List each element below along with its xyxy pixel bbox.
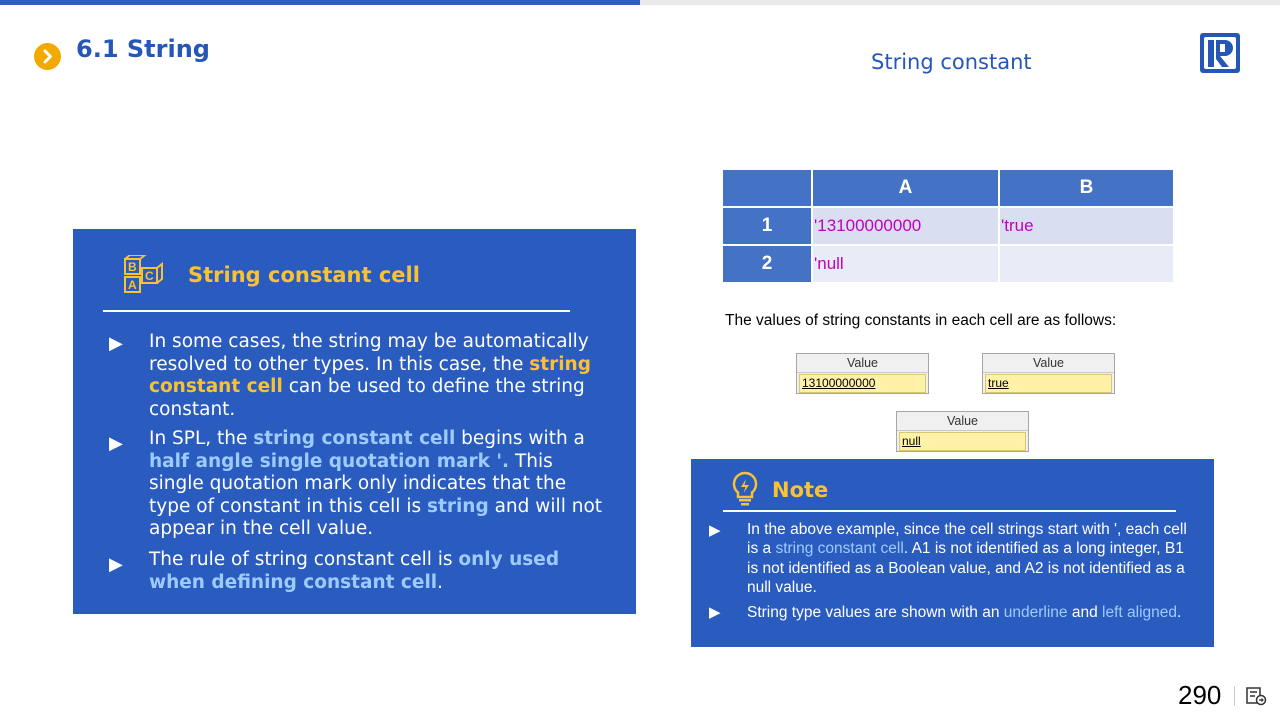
text-run: String type values are shown with an — [747, 604, 1004, 621]
column-header: A — [812, 169, 999, 207]
text-run: and will not appear in the cell value. — [149, 495, 603, 539]
grid-cell-a2[interactable]: 'null — [812, 245, 999, 283]
grid-corner — [722, 169, 812, 207]
note-bullet-2 — [747, 603, 1192, 622]
text-run: This single quotation mark only indicates that the type of constant in this cell is — [149, 450, 567, 517]
highlight-run: string constant cell — [775, 540, 904, 558]
bullet-icon: ▶ — [109, 554, 123, 575]
value-content: 13100000000 — [799, 374, 926, 393]
svg-text:A: A — [128, 278, 137, 292]
card-bullet-2 — [149, 428, 609, 541]
note-card — [691, 459, 1214, 647]
bullet-icon: ▶ — [709, 521, 721, 539]
row-header: 1 — [722, 207, 812, 245]
bullet-icon: ▶ — [709, 603, 721, 621]
chevron-right-icon — [34, 43, 61, 70]
string-constant-card — [73, 229, 636, 614]
text-run: can be used to define the string constant. — [149, 376, 585, 420]
highlight-run: string constant cell — [253, 428, 456, 449]
highlight-run: only used when defining constant cell — [149, 549, 560, 593]
text-run: begins with a — [455, 428, 585, 449]
note-title: Note — [772, 478, 829, 502]
card-title: String constant cell — [188, 263, 420, 287]
value-box-b1 — [982, 353, 1115, 394]
card-bullet-1 — [149, 331, 609, 421]
lightbulb-icon — [731, 471, 759, 507]
column-header: B — [999, 169, 1174, 207]
text-run: and — [1067, 604, 1103, 621]
highlight-run: string — [426, 495, 489, 517]
explanation-text: The values of string constants in each cell are as follows: — [725, 312, 1117, 329]
value-box-a1 — [796, 353, 929, 394]
note-divider — [723, 510, 1176, 512]
text-run: . A1 is not identified as a long integer, B1 is not identified as a Boolean value, and A2 is not identified as a null value. — [747, 540, 1185, 596]
value-content: null — [899, 432, 1026, 451]
page-title: 6.1 String — [76, 35, 210, 63]
brand-logo-icon — [1199, 32, 1241, 74]
text-run: The rule of string constant cell is — [149, 549, 459, 570]
footer-divider — [1234, 686, 1235, 706]
slide-view-icon[interactable] — [1245, 686, 1267, 706]
value-content: true — [985, 374, 1112, 393]
text-run: In the above example, since the cell strings start with ', each cell is a — [747, 521, 1187, 558]
bullet-icon: ▶ — [109, 333, 123, 354]
grid-cell-b2[interactable] — [999, 245, 1174, 283]
highlight-run: string constant cell — [149, 353, 591, 397]
value-box-a2 — [896, 411, 1029, 452]
text-run: In SPL, the — [149, 428, 254, 449]
grid-cell-a1[interactable]: '13100000000 — [812, 207, 999, 245]
top-accent-bar — [0, 0, 640, 5]
value-header: Value — [983, 354, 1114, 373]
text-run: In some cases, the string may be automatically resolved to other types. In this case, the — [149, 331, 589, 375]
highlight-run: underline — [1003, 604, 1068, 621]
page-number: 290 — [1178, 680, 1222, 710]
highlight-run: left aligned — [1102, 604, 1177, 621]
text-run: . — [437, 571, 444, 593]
note-bullet-1 — [747, 520, 1192, 597]
card-bullet-3 — [149, 549, 609, 594]
row-header: 2 — [722, 245, 812, 283]
section-heading: String constant — [871, 50, 1032, 74]
svg-text:B: B — [128, 260, 137, 274]
card-divider — [103, 310, 570, 312]
bullet-icon: ▶ — [109, 433, 123, 454]
cell-grid — [721, 168, 1175, 284]
text-run: . — [1177, 604, 1182, 621]
value-header: Value — [797, 354, 928, 373]
highlight-run: half angle single quotation mark '. — [149, 450, 510, 472]
value-header: Value — [897, 412, 1028, 431]
abc-blocks-icon — [122, 255, 170, 299]
svg-text:C: C — [145, 269, 154, 283]
grid-cell-b1[interactable]: 'true — [999, 207, 1174, 245]
top-progress-track — [640, 0, 1280, 5]
